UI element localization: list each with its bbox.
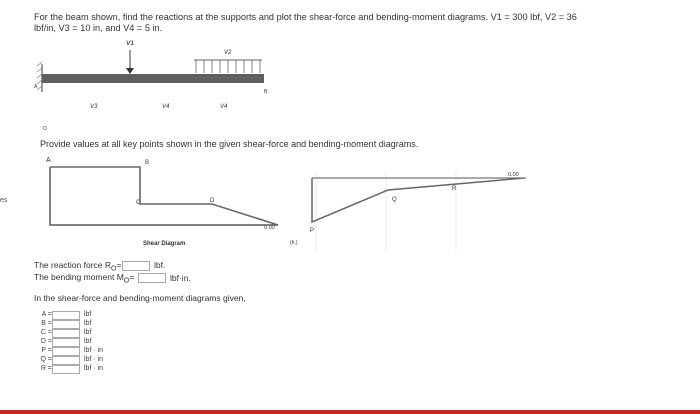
distributed-load [194, 60, 262, 73]
intro-text: In the shear-force and bending-moment diagrams given, [34, 293, 246, 303]
moment-mo-label: The bending moment $M_O=$ [34, 272, 135, 285]
beam-figure [34, 36, 284, 136]
moment-axis-icon: (h,) [290, 240, 298, 246]
moment-label-r: R [452, 186, 457, 192]
point-load-arrow [126, 50, 134, 74]
problem-line-2: lbf/in, V3 = 10 in, and V4 = 5 in. [34, 23, 163, 33]
reaction-ro-input[interactable] [122, 261, 150, 271]
moment-zero-label: 0.00 [508, 172, 519, 178]
problem-line-1: For the beam shown, find the reactions at the supports and plot the shear-force and bending-moment diagrams. V1 = 300 lbf, V2 = 36 [34, 12, 577, 22]
shear-label-a: A [46, 157, 51, 164]
label-v1: V1 [126, 40, 134, 47]
sidebar-tag: es [0, 197, 8, 204]
problem-statement [34, 12, 594, 34]
bottom-accent-bar [0, 410, 700, 414]
shear-title: Shear Diagram [143, 241, 186, 247]
answer-input-d[interactable] [52, 338, 80, 347]
answer-input-r[interactable] [52, 365, 80, 374]
label-v2: V2 [224, 50, 232, 56]
shear-curve [50, 167, 278, 225]
answer-input-q[interactable] [52, 356, 80, 365]
moment-curve [312, 178, 524, 222]
answer-input-p[interactable] [52, 347, 80, 356]
shear-diagram [40, 150, 290, 250]
wall-support [37, 62, 42, 92]
moment-mo-input[interactable] [138, 273, 166, 283]
moment-diagram [286, 166, 536, 258]
label-o: O [43, 126, 47, 132]
moment-label-p: P [310, 228, 315, 234]
reaction-ro-label: The reaction force $R_O=$ [34, 260, 122, 273]
beam-body [42, 74, 264, 83]
answer-input-b[interactable] [52, 320, 80, 329]
shear-label-b: B [145, 160, 150, 166]
label-v3: V3 [90, 104, 98, 110]
shear-label-d: D [210, 198, 215, 204]
answer-input-a[interactable] [52, 311, 80, 320]
instruction-text: Provide values at all key points shown in the given shear-force and bending-moment diagrams. [40, 139, 419, 149]
reaction-ro-unit: lbf. [154, 260, 166, 270]
label-b-beam: B [264, 89, 268, 95]
label-v4-first: V4 [162, 104, 170, 110]
label-a-beam: A [34, 84, 38, 90]
shear-zero-label: 0.00 [264, 225, 275, 231]
label-v4-second: V4 [220, 104, 228, 110]
moment-label-q: Q [392, 197, 397, 203]
moment-mo-unit: lbf·in. [170, 273, 191, 283]
shear-label-c: C [136, 200, 141, 206]
answer-input-c[interactable] [52, 329, 80, 338]
